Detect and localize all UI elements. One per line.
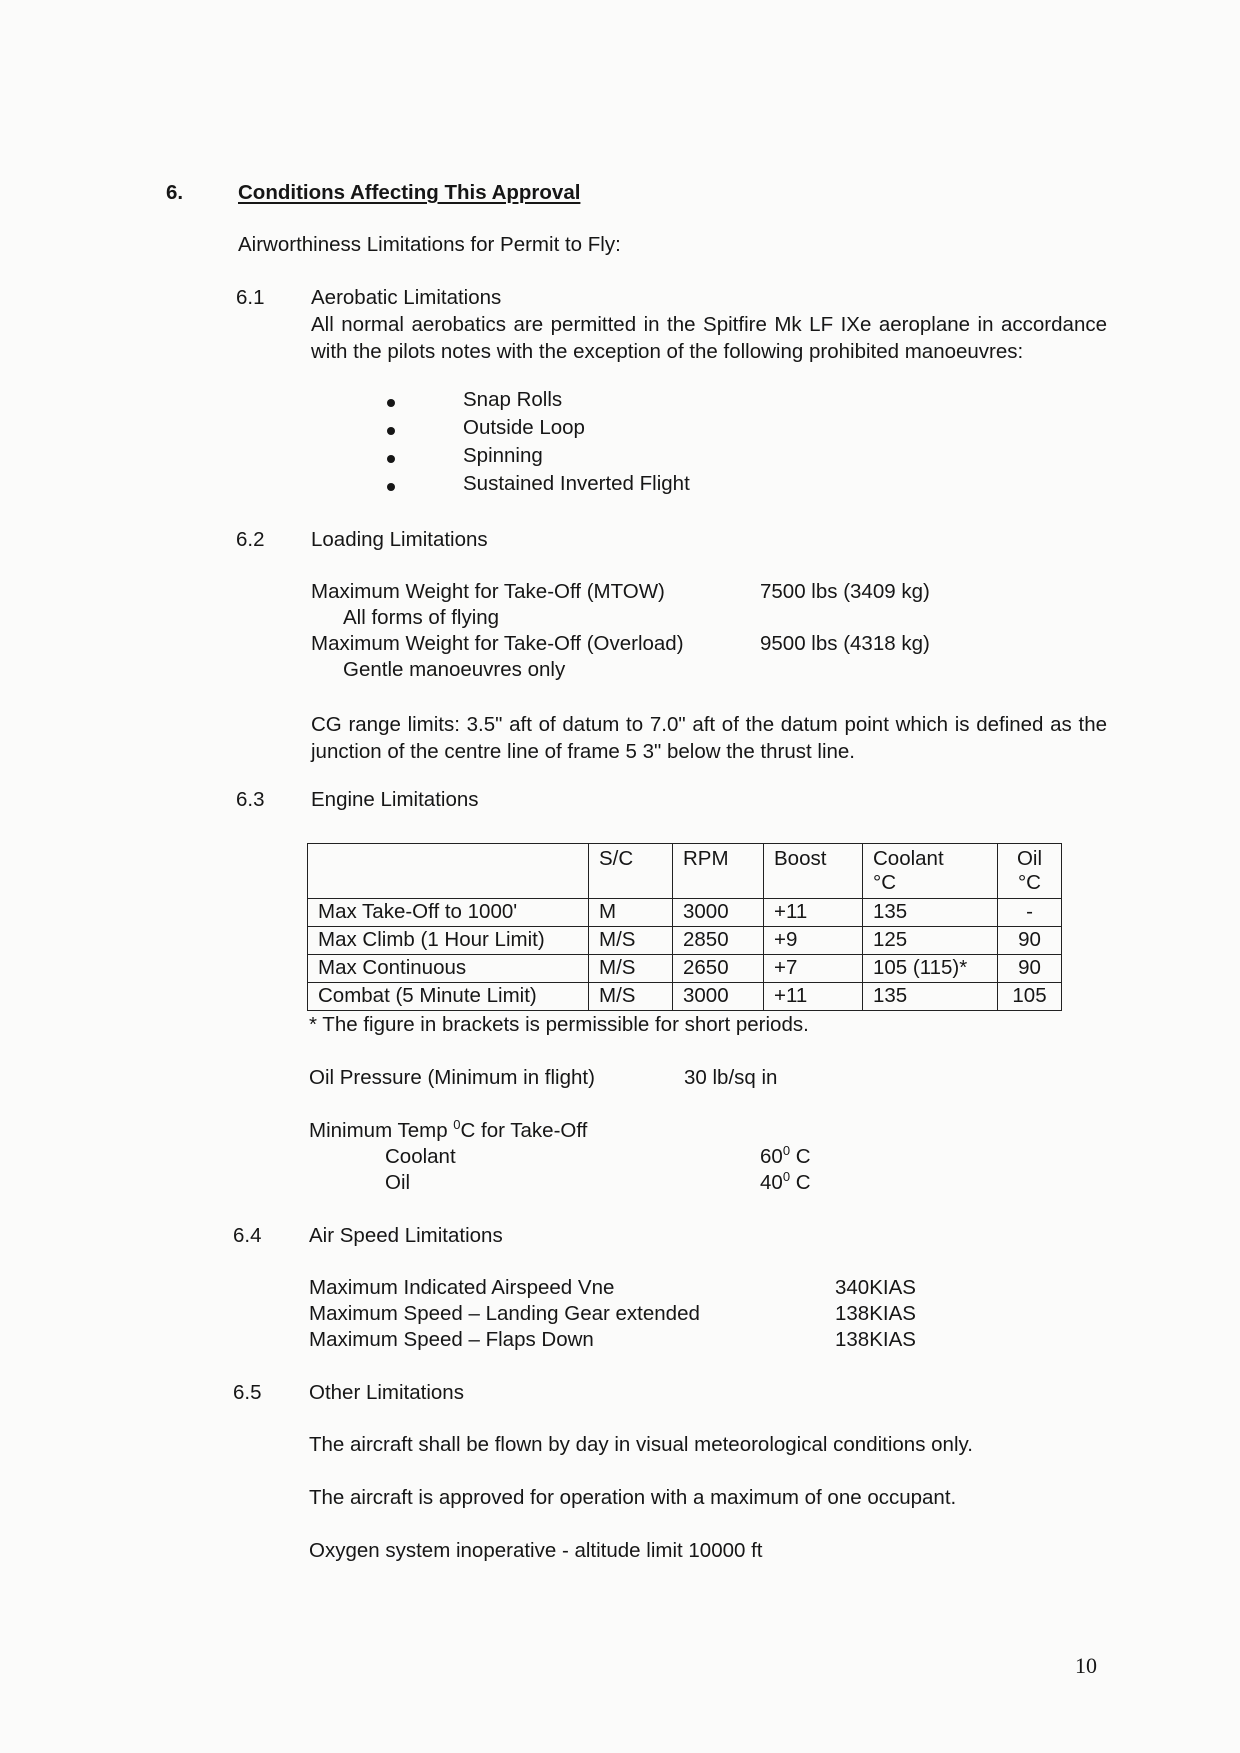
table-row (308, 955, 1062, 983)
table-cell: 90 (998, 927, 1062, 955)
airspeed-label: Maximum Speed – Landing Gear extended (309, 1302, 700, 1325)
table-cell: +9 (764, 927, 863, 955)
subsection-number-6-2: 6.2 (236, 528, 265, 551)
overload-note: Gentle manoeuvres only (343, 658, 566, 681)
subsection-number-6-4: 6.4 (233, 1224, 262, 1247)
airspeed-label: Maximum Speed – Flaps Down (309, 1328, 594, 1351)
table-cell: 135 (863, 899, 998, 927)
engine-limitations-table (307, 843, 1062, 1011)
subsection-heading-other: Other Limitations (309, 1381, 464, 1404)
other-limitation-paragraph: The aircraft is approved for operation with a maximum of one occupant. (309, 1486, 957, 1509)
section-number: 6. (166, 181, 184, 204)
table-cell: 125 (863, 927, 998, 955)
subsection-number-6-3: 6.3 (236, 788, 265, 811)
coolant-temp-value: $60^0$ C (760, 1143, 811, 1168)
cg-range-paragraph: CG range limits: 3.5" aft of datum to 7.0" aft of the datum point which is defined as the junction of the centre line of frame 5 3" below the thrust line. (311, 713, 1107, 763)
section-intro: Airworthiness Limitations for Permit to Fly: (238, 233, 621, 256)
oil-pressure-value: 30 lb/sq in (684, 1066, 778, 1089)
bullet-icon (387, 427, 395, 435)
subsection-number-6-1: 6.1 (236, 286, 265, 309)
table-row (308, 927, 1062, 955)
mtow-value: 7500 lbs (3409 kg) (760, 580, 930, 603)
overload-value: 9500 lbs (4318 kg) (760, 632, 930, 655)
table-cell: Combat (5 Minute Limit) (308, 983, 589, 1011)
table-cell: M/S (589, 955, 673, 983)
aerobatic-paragraph: All normal aerobatics are permitted in the Spitfire Mk LF IXe aeroplane in accordance with the pilots notes with the exception of the following prohibited manoeuvres: (311, 313, 1107, 363)
other-limitation-paragraph: The aircraft shall be flown by day in visual meteorological conditions only. (309, 1433, 973, 1456)
table-cell: M/S (589, 983, 673, 1011)
table-row (308, 983, 1062, 1011)
other-limitation-paragraph: Oxygen system inoperative - altitude limit 10000 ft (309, 1539, 763, 1562)
header-cell: RPM (673, 844, 764, 899)
table-cell: 105 (115)* (863, 955, 998, 983)
table-cell: +7 (764, 955, 863, 983)
overload-label: Maximum Weight for Take-Off (Overload) (311, 632, 684, 655)
table-cell: Max Climb (1 Hour Limit) (308, 927, 589, 955)
oil-pressure-label: Oil Pressure (Minimum in flight) (309, 1066, 595, 1089)
mtow-note: All forms of flying (343, 606, 500, 629)
bullet-icon (387, 455, 395, 463)
coolant-label: Coolant (385, 1145, 456, 1168)
table-cell: +11 (764, 983, 863, 1011)
table-cell: - (998, 899, 1062, 927)
table-footnote: * The figure in brackets is permissible for short periods. (309, 1013, 809, 1036)
table-cell: 2850 (673, 927, 764, 955)
subsection-heading-engine: Engine Limitations (311, 788, 479, 811)
table-cell: 135 (863, 983, 998, 1011)
subsection-number-6-5: 6.5 (233, 1381, 262, 1404)
min-temp-heading: Minimum Temp $^0$C for Take-Off (309, 1117, 588, 1142)
table-cell: 90 (998, 955, 1062, 983)
airspeed-value: 138KIAS (835, 1328, 916, 1351)
bullet-icon (387, 483, 395, 491)
table-cell: 105 (998, 983, 1062, 1011)
header-cell: Oil °C (998, 844, 1062, 899)
table-row (308, 899, 1062, 927)
table-cell: +11 (764, 899, 863, 927)
mtow-label: Maximum Weight for Take-Off (MTOW) (311, 580, 665, 603)
subsection-heading-loading: Loading Limitations (311, 528, 488, 551)
airspeed-value: 340KIAS (835, 1276, 916, 1299)
section-title: Conditions Affecting This Approval (238, 181, 581, 204)
table-header-row (308, 844, 1062, 899)
table-cell: 3000 (673, 983, 764, 1011)
table-cell: M/S (589, 927, 673, 955)
subsection-heading-aerobatic: Aerobatic Limitations (311, 286, 502, 309)
subsection-heading-airspeed: Air Speed Limitations (309, 1224, 503, 1247)
table-cell: Max Take-Off to 1000' (308, 899, 589, 927)
header-cell (308, 844, 589, 899)
document-page: 6. Conditions Affecting This Approval Airworthiness Limitations for Permit to Fly: 6.1 Aerobatic Limitations All normal aerobatics are permitted in the Spitfire Mk LF IXe aeroplane in accordance with the pilots notes with the exception of the following prohibited manoeuvres: Snap Rolls Outside Loop Spinning Sustained Inverted Flight 6.2 Loading Limitations Maximum Weight for Take-Off (MTOW) 7500 lbs (3409 kg) All forms of flying Maximum Weight for Take-Off (Overload) 9500 lbs (4318 kg) Gentle manoeuvres only CG range limits: 3.5" aft of datum to 7.0" aft of the datum point which is defined as the junction of the centre line of frame 5 3" below the thrust line. 6.3 Engine Limitations S/C RPM Boost Coolant °C Oil °C Max Take-Off to 1000' M 3000 +11 135 - Max Climb (1 Hour Limit) M/S 2850 +9 125 90 Max Continuous M/S 2650 +7 105 (115)* 90 Combat (5 Minute Limit) M/S 3000 +11 135 105 * The figure in brackets is permissible for short periods. Oil Pressure (Minimum in flight) 30 lb/sq in Minimum Temp $^0$C for Take-Off Coolant $60^0$ C Oil $40^0$ C 6.4 Air Speed Limitations Maximum Indicated Airspeed Vne 340KIAS Maximum Speed – Landing Gear extended 138KIAS Maximum Speed – Flaps Down 138KIAS 6.5 Other Limitations The aircraft shall be flown by day in visual meteorological conditions only. The aircraft is approved for operation with a maximum of one occupant. Oxygen system inoperative - altitude limit 10000 ft 10 (166, 181, 1107, 1678)
table-cell: M (589, 899, 673, 927)
table-cell: 2650 (673, 955, 764, 983)
airspeed-label: Maximum Indicated Airspeed Vne (309, 1276, 615, 1299)
page-number: 10 (1075, 1653, 1097, 1678)
header-cell: Boost (764, 844, 863, 899)
header-cell: S/C (589, 844, 673, 899)
airspeed-value: 138KIAS (835, 1302, 916, 1325)
header-cell: Coolant °C (863, 844, 998, 899)
table-cell: Max Continuous (308, 955, 589, 983)
table-cell: 3000 (673, 899, 764, 927)
oil-label: Oil (385, 1171, 411, 1194)
bullet-icon (387, 399, 395, 407)
oil-temp-value: $40^0$ C (760, 1169, 811, 1194)
